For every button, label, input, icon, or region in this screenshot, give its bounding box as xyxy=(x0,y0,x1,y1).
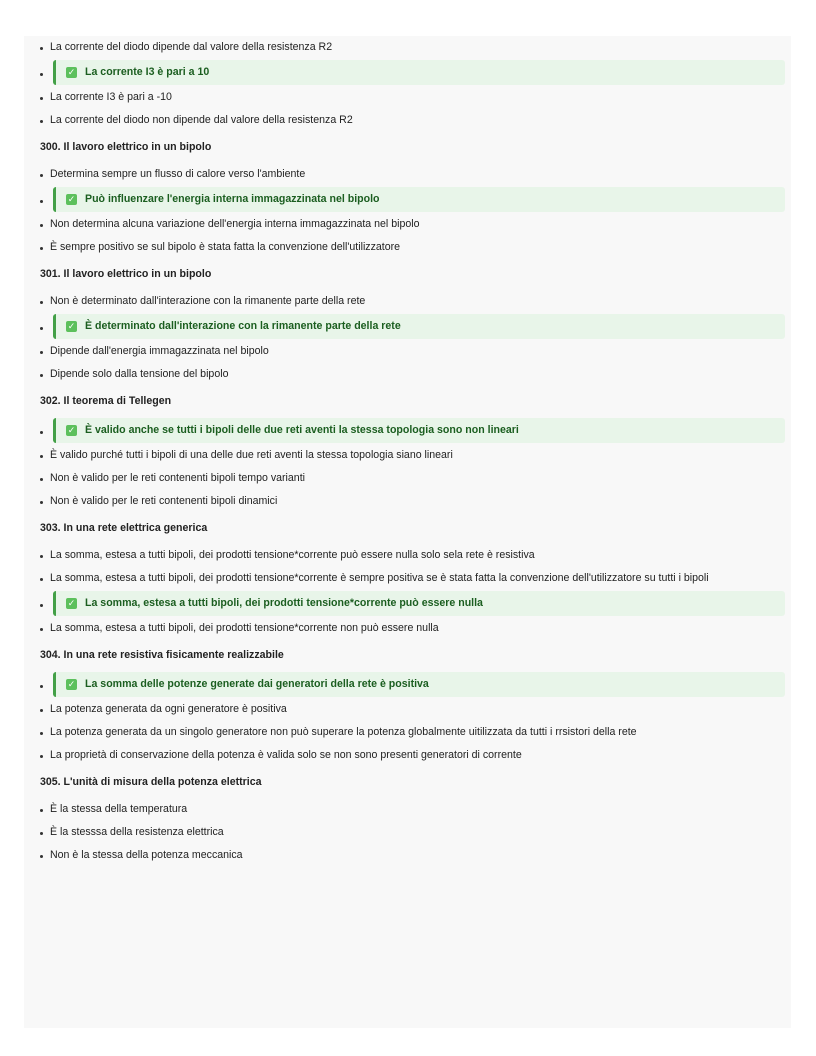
question-title: 304. In una rete resistiva fisicamente realizzabile xyxy=(40,649,284,661)
answer-option xyxy=(40,567,785,590)
correct-answer-text: La somma, estesa a tutti bipoli, dei prodotti tensione*corrente può essere nulla xyxy=(85,597,483,609)
answer-option xyxy=(40,363,785,386)
checkmark-icon: ✓ xyxy=(67,598,76,608)
answer-option-text: Dipende solo dalla tensione del bipolo xyxy=(50,368,229,380)
correct-answer-item xyxy=(40,59,785,86)
correct-answer-highlight xyxy=(53,418,785,443)
question-list xyxy=(40,140,785,867)
answer-option-text: La potenza generata da un singolo generatore non può superare la potenza globalmente uitilizzata da tutti i rrsistori della rete xyxy=(50,726,637,738)
answer-option-text: È la stessa della temperatura xyxy=(50,803,188,815)
answer-option-text: È la stesssa della resistenza elettrica xyxy=(50,826,224,838)
question-title: 303. In una rete elettrica generica xyxy=(40,522,208,534)
question-title: 300. Il lavoro elettrico in un bipolo xyxy=(40,141,212,153)
answer-option-text: La somma, estesa a tutti bipoli, dei prodotti tensione*corrente non può essere nulla xyxy=(50,622,439,634)
answer-option-text: Non è valido per le reti contenenti bipoli tempo varianti xyxy=(50,472,305,484)
answer-option xyxy=(40,617,785,640)
question-block xyxy=(40,267,785,386)
answer-option-text: Determina sempre un flusso di calore verso l'ambiente xyxy=(50,168,306,180)
correct-answer-highlight xyxy=(53,60,785,85)
answer-option xyxy=(40,163,785,186)
answer-option-text: La somma, estesa a tutti bipoli, dei prodotti tensione*corrente è sempre positiva se è stata fatta la convenzione dell'utilizzatore su tutti i bipoli xyxy=(50,572,709,584)
correct-answer-text: Può influenzare l'energia interna immagazzinata nel bipolo xyxy=(85,193,380,205)
correct-answer-text: La somma delle potenze generate dai generatori della rete è positiva xyxy=(85,678,429,690)
answer-option xyxy=(40,844,785,867)
checkmark-icon: ✓ xyxy=(67,321,76,331)
correct-answer-item xyxy=(40,671,785,698)
answer-option xyxy=(40,36,785,59)
answer-option xyxy=(40,744,785,767)
checkmark-icon: ✓ xyxy=(67,425,76,435)
answer-option-list xyxy=(40,290,785,386)
answer-option xyxy=(40,236,785,259)
answer-option-text: Non è valido per le reti contenenti bipoli dinamici xyxy=(50,495,278,507)
answer-option-list xyxy=(40,671,785,767)
answer-option xyxy=(40,467,785,490)
intro-option-list xyxy=(40,36,785,132)
answer-option-text: La corrente I3 è pari a -10 xyxy=(50,91,172,103)
question-block xyxy=(40,394,785,513)
question-title: 302. Il teorema di Tellegen xyxy=(40,395,172,407)
answer-option-text: Dipende dall'energia immagazzinata nel bipolo xyxy=(50,345,269,357)
correct-answer-item xyxy=(40,417,785,444)
answer-option xyxy=(40,290,785,313)
answer-option-list xyxy=(40,163,785,259)
question-title: 301. Il lavoro elettrico in un bipolo xyxy=(40,268,212,280)
answer-option xyxy=(40,544,785,567)
question-block xyxy=(40,521,785,640)
checkmark-icon: ✓ xyxy=(67,679,76,689)
question-block xyxy=(40,775,785,867)
correct-answer-text: È determinato dall'interazione con la rimanente parte della rete xyxy=(85,320,401,332)
answer-option-text: La potenza generata da ogni generatore è positiva xyxy=(50,703,287,715)
answer-option-text: La corrente del diodo dipende dal valore della resistenza R2 xyxy=(50,41,333,53)
answer-option xyxy=(40,109,785,132)
answer-option-text: Non è determinato dall'interazione con la rimanente parte della rete xyxy=(50,295,366,307)
correct-answer-item xyxy=(40,590,785,617)
correct-answer-highlight xyxy=(53,314,785,339)
answer-option-list xyxy=(40,417,785,513)
question-block xyxy=(40,648,785,767)
correct-answer-text: È valido anche se tutti i bipoli delle due reti aventi la stessa topologia sono non lineari xyxy=(85,424,519,436)
correct-answer-text: La corrente I3 è pari a 10 xyxy=(85,66,210,78)
answer-option xyxy=(40,213,785,236)
answer-option-text: Non è la stessa della potenza meccanica xyxy=(50,849,243,861)
answer-option-text: È valido purché tutti i bipoli di una delle due reti aventi la stessa topologia siano lineari xyxy=(50,449,453,461)
correct-answer-highlight xyxy=(53,187,785,212)
question-title: 305. L'unità di misura della potenza elettrica xyxy=(40,776,262,788)
answer-option xyxy=(40,721,785,744)
answer-option xyxy=(40,821,785,844)
answer-option-list xyxy=(40,544,785,640)
answer-option-list xyxy=(40,798,785,867)
correct-answer-item xyxy=(40,313,785,340)
answer-option xyxy=(40,444,785,467)
answer-option xyxy=(40,490,785,513)
quiz-page xyxy=(24,36,791,1028)
answer-option-text: La proprietà di conservazione della potenza è valida solo se non sono presenti generatori di corrente xyxy=(50,749,522,761)
checkmark-icon: ✓ xyxy=(67,194,76,204)
answer-option xyxy=(40,340,785,363)
checkmark-icon: ✓ xyxy=(67,67,76,77)
question-block xyxy=(40,140,785,259)
answer-option-text: È sempre positivo se sul bipolo è stata fatta la convenzione dell'utilizzatore xyxy=(50,241,401,253)
correct-answer-highlight xyxy=(53,672,785,697)
answer-option-text: La somma, estesa a tutti bipoli, dei prodotti tensione*corrente può essere nulla solo sela rete è resistiva xyxy=(50,549,535,561)
correct-answer-highlight xyxy=(53,591,785,616)
answer-option-text: La corrente del diodo non dipende dal valore della resistenza R2 xyxy=(50,114,353,126)
answer-option-text: Non determina alcuna variazione dell'energia interna immagazzinata nel bipolo xyxy=(50,218,420,230)
answer-option xyxy=(40,698,785,721)
answer-option xyxy=(40,798,785,821)
answer-option xyxy=(40,86,785,109)
correct-answer-item xyxy=(40,186,785,213)
